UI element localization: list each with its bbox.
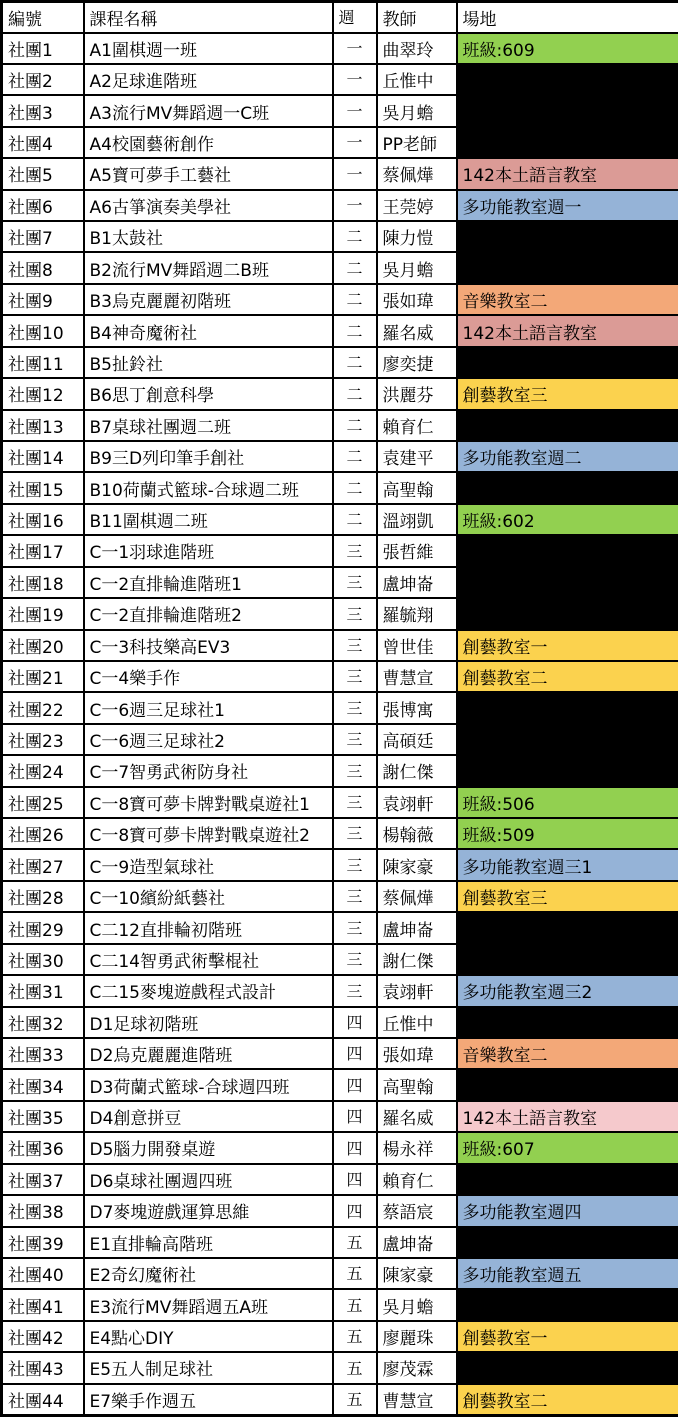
weekday-cell: 三: [333, 818, 377, 849]
course-name-cell: C一6週三足球社1: [84, 692, 333, 723]
header-venue: 場地: [457, 2, 678, 33]
course-name-cell: C一10繽紛紙藝社: [84, 881, 333, 912]
weekday-cell: 二: [333, 347, 377, 378]
club-id-cell: 社團4: [2, 127, 84, 158]
weekday-cell: 四: [333, 1038, 377, 1069]
table-row: [2, 912, 678, 943]
club-id-cell: 社團14: [2, 441, 84, 472]
course-name-cell: C一6週三足球社2: [84, 724, 333, 755]
venue-cell: [457, 944, 678, 975]
club-id-cell: 社團16: [2, 504, 84, 535]
weekday-cell: 三: [333, 787, 377, 818]
table-row: [2, 95, 678, 126]
club-id-cell: 社團1: [2, 33, 84, 64]
venue-cell: [457, 95, 678, 126]
course-name-cell: C一2直排輪進階班2: [84, 598, 333, 629]
venue-cell: 班級:609: [457, 33, 678, 64]
venue-cell: [457, 252, 678, 283]
course-name-cell: D7麥塊遊戲運算思維: [84, 1195, 333, 1226]
teacher-cell: 陳家豪: [377, 849, 457, 880]
table-row: [2, 378, 678, 409]
club-id-cell: 社團13: [2, 410, 84, 441]
venue-cell: 多功能教室週一: [457, 190, 678, 221]
teacher-cell: 廖麗珠: [377, 1321, 457, 1352]
teacher-cell: 張如瑋: [377, 284, 457, 315]
header-row: [2, 2, 678, 33]
club-id-cell: 社團25: [2, 787, 84, 818]
club-id-cell: 社團3: [2, 95, 84, 126]
weekday-cell: 三: [333, 849, 377, 880]
venue-cell: [457, 1164, 678, 1195]
weekday-cell: 四: [333, 1132, 377, 1163]
course-name-cell: C一3科技樂高EV3: [84, 630, 333, 661]
table-row: [2, 567, 678, 598]
venue-cell: 142本土語言教室: [457, 158, 678, 189]
table-row: [2, 315, 678, 346]
venue-cell: [457, 567, 678, 598]
teacher-cell: 陳力愷: [377, 221, 457, 252]
teacher-cell: 洪麗芬: [377, 378, 457, 409]
venue-cell: 創藝教室二: [457, 661, 678, 692]
course-name-cell: D3荷蘭式籃球-合球週四班: [84, 1069, 333, 1100]
teacher-cell: 吳月蟾: [377, 95, 457, 126]
table-row: [2, 221, 678, 252]
course-name-cell: C一4樂手作: [84, 661, 333, 692]
teacher-cell: 盧坤崙: [377, 1227, 457, 1258]
club-id-cell: 社團27: [2, 849, 84, 880]
weekday-cell: 二: [333, 315, 377, 346]
teacher-cell: 高碩廷: [377, 724, 457, 755]
venue-cell: 創藝教室一: [457, 630, 678, 661]
table-row: [2, 1258, 678, 1289]
course-name-cell: C一8寶可夢卡牌對戰桌遊社1: [84, 787, 333, 818]
course-name-cell: B6思丁創意科學: [84, 378, 333, 409]
teacher-cell: 盧坤崙: [377, 567, 457, 598]
weekday-cell: 三: [333, 944, 377, 975]
venue-cell: [457, 692, 678, 723]
weekday-cell: 三: [333, 912, 377, 943]
weekday-cell: 一: [333, 190, 377, 221]
club-id-cell: 社團42: [2, 1321, 84, 1352]
weekday-cell: 二: [333, 441, 377, 472]
table-row: [2, 441, 678, 472]
venue-cell: [457, 347, 678, 378]
table-row: [2, 1164, 678, 1195]
course-name-cell: E4點心DIY: [84, 1321, 333, 1352]
teacher-cell: 張哲維: [377, 535, 457, 566]
venue-cell: 創藝教室三: [457, 378, 678, 409]
teacher-cell: 楊翰薇: [377, 818, 457, 849]
club-id-cell: 社團8: [2, 252, 84, 283]
course-name-cell: B3烏克麗麗初階班: [84, 284, 333, 315]
teacher-cell: 羅毓翔: [377, 598, 457, 629]
teacher-cell: 吳月蟾: [377, 1289, 457, 1320]
weekday-cell: 三: [333, 975, 377, 1006]
venue-cell: [457, 755, 678, 786]
weekday-cell: 二: [333, 284, 377, 315]
table-row: [2, 1007, 678, 1038]
weekday-cell: 一: [333, 33, 377, 64]
teacher-cell: 廖奕捷: [377, 347, 457, 378]
teacher-cell: 廖茂霖: [377, 1352, 457, 1383]
weekday-cell: 三: [333, 692, 377, 723]
teacher-cell: 陳家豪: [377, 1258, 457, 1289]
table-row: [2, 818, 678, 849]
course-name-cell: B9三D列印筆手創社: [84, 441, 333, 472]
teacher-cell: 溫翊凱: [377, 504, 457, 535]
teacher-cell: 高聖翰: [377, 472, 457, 503]
club-id-cell: 社團28: [2, 881, 84, 912]
weekday-cell: 五: [333, 1258, 377, 1289]
club-id-cell: 社團44: [2, 1384, 84, 1416]
teacher-cell: 蔡語宸: [377, 1195, 457, 1226]
venue-cell: [457, 410, 678, 441]
venue-cell: [457, 1227, 678, 1258]
club-id-cell: 社團34: [2, 1069, 84, 1100]
table-row: [2, 1384, 678, 1416]
table-row: [2, 1069, 678, 1100]
header-teacher: 教師: [377, 2, 457, 33]
table-row: [2, 849, 678, 880]
course-name-cell: A1圍棋週一班: [84, 33, 333, 64]
venue-cell: 音樂教室二: [457, 1038, 678, 1069]
table-row: [2, 1132, 678, 1163]
table-row: [2, 787, 678, 818]
weekday-cell: 三: [333, 598, 377, 629]
club-id-cell: 社團38: [2, 1195, 84, 1226]
course-name-cell: C一8寶可夢卡牌對戰桌遊社2: [84, 818, 333, 849]
course-name-cell: B4神奇魔術社: [84, 315, 333, 346]
course-name-cell: B7桌球社團週二班: [84, 410, 333, 441]
club-id-cell: 社團11: [2, 347, 84, 378]
table-row: [2, 504, 678, 535]
venue-cell: 創藝教室一: [457, 1321, 678, 1352]
venue-cell: [457, 724, 678, 755]
course-name-cell: E3流行MV舞蹈週五A班: [84, 1289, 333, 1320]
weekday-cell: 三: [333, 630, 377, 661]
teacher-cell: 吳月蟾: [377, 252, 457, 283]
venue-cell: [457, 1289, 678, 1320]
club-id-cell: 社團6: [2, 190, 84, 221]
club-id-cell: 社團31: [2, 975, 84, 1006]
course-name-cell: D1足球初階班: [84, 1007, 333, 1038]
weekday-cell: 五: [333, 1384, 377, 1416]
club-id-cell: 社團23: [2, 724, 84, 755]
club-id-cell: 社團19: [2, 598, 84, 629]
teacher-cell: 蔡佩燁: [377, 158, 457, 189]
weekday-cell: 三: [333, 567, 377, 598]
course-name-cell: B11圍棋週二班: [84, 504, 333, 535]
club-id-cell: 社團5: [2, 158, 84, 189]
course-name-cell: D4創意拼豆: [84, 1101, 333, 1132]
course-name-cell: E1直排輪高階班: [84, 1227, 333, 1258]
venue-cell: [457, 1007, 678, 1038]
table-row: [2, 630, 678, 661]
venue-cell: [457, 535, 678, 566]
teacher-cell: 謝仁傑: [377, 755, 457, 786]
course-name-cell: E7樂手作週五: [84, 1384, 333, 1416]
weekday-cell: 一: [333, 64, 377, 95]
course-name-cell: E2奇幻魔術社: [84, 1258, 333, 1289]
weekday-cell: 五: [333, 1227, 377, 1258]
table-row: [2, 755, 678, 786]
course-name-cell: D6桌球社團週四班: [84, 1164, 333, 1195]
teacher-cell: 高聖翰: [377, 1069, 457, 1100]
course-name-cell: D2烏克麗麗進階班: [84, 1038, 333, 1069]
teacher-cell: 曾世佳: [377, 630, 457, 661]
club-id-cell: 社團29: [2, 912, 84, 943]
club-id-cell: 社團30: [2, 944, 84, 975]
teacher-cell: 謝仁傑: [377, 944, 457, 975]
venue-cell: 多功能教室週三1: [457, 849, 678, 880]
teacher-cell: 楊永祥: [377, 1132, 457, 1163]
venue-cell: 142本土語言教室: [457, 1101, 678, 1132]
table-row: [2, 1101, 678, 1132]
course-name-cell: A5寶可夢手工藝社: [84, 158, 333, 189]
course-name-cell: B1太鼓社: [84, 221, 333, 252]
table-row: [2, 1352, 678, 1383]
table-row: [2, 1038, 678, 1069]
teacher-cell: 羅名威: [377, 1101, 457, 1132]
teacher-cell: 賴育仁: [377, 410, 457, 441]
club-id-cell: 社團40: [2, 1258, 84, 1289]
teacher-cell: 曲翠玲: [377, 33, 457, 64]
teacher-cell: 張博寓: [377, 692, 457, 723]
venue-cell: [457, 912, 678, 943]
venue-cell: 音樂教室二: [457, 284, 678, 315]
teacher-cell: 袁翊軒: [377, 975, 457, 1006]
teacher-cell: 王莞婷: [377, 190, 457, 221]
venue-cell: 創藝教室三: [457, 881, 678, 912]
table-row: [2, 1289, 678, 1320]
club-id-cell: 社團21: [2, 661, 84, 692]
venue-cell: [457, 64, 678, 95]
table-row: [2, 347, 678, 378]
teacher-cell: 丘惟中: [377, 1007, 457, 1038]
weekday-cell: 三: [333, 755, 377, 786]
club-id-cell: 社團37: [2, 1164, 84, 1195]
table-row: [2, 127, 678, 158]
table-row: [2, 190, 678, 221]
weekday-cell: 三: [333, 881, 377, 912]
table-row: [2, 661, 678, 692]
club-id-cell: 社團39: [2, 1227, 84, 1258]
table-row: [2, 284, 678, 315]
club-id-cell: 社團7: [2, 221, 84, 252]
venue-cell: [457, 1069, 678, 1100]
course-name-cell: C二14智勇武術擊棍社: [84, 944, 333, 975]
club-id-cell: 社團33: [2, 1038, 84, 1069]
table-row: [2, 975, 678, 1006]
weekday-cell: 四: [333, 1101, 377, 1132]
table-row: [2, 598, 678, 629]
course-name-cell: A4校園藝術創作: [84, 127, 333, 158]
course-name-cell: B2流行MV舞蹈週二B班: [84, 252, 333, 283]
club-id-cell: 社團9: [2, 284, 84, 315]
teacher-cell: 張如瑋: [377, 1038, 457, 1069]
course-name-cell: C二15麥塊遊戲程式設計: [84, 975, 333, 1006]
venue-cell: 多功能教室週五: [457, 1258, 678, 1289]
venue-cell: [457, 221, 678, 252]
club-id-cell: 社團43: [2, 1352, 84, 1383]
table-row: [2, 64, 678, 95]
table-row: [2, 410, 678, 441]
table-row: [2, 1321, 678, 1352]
club-id-cell: 社團2: [2, 64, 84, 95]
venue-cell: [457, 127, 678, 158]
table-row: [2, 1227, 678, 1258]
weekday-cell: 一: [333, 95, 377, 126]
weekday-cell: 三: [333, 724, 377, 755]
weekday-cell: 四: [333, 1069, 377, 1100]
teacher-cell: 丘惟中: [377, 64, 457, 95]
weekday-cell: 五: [333, 1352, 377, 1383]
weekday-cell: 一: [333, 127, 377, 158]
venue-cell: 班級:506: [457, 787, 678, 818]
venue-cell: 班級:607: [457, 1132, 678, 1163]
venue-cell: [457, 598, 678, 629]
teacher-cell: 蔡佩燁: [377, 881, 457, 912]
weekday-cell: 四: [333, 1195, 377, 1226]
weekday-cell: 三: [333, 535, 377, 566]
table-row: [2, 1195, 678, 1226]
teacher-cell: 袁翊軒: [377, 787, 457, 818]
venue-cell: 多功能教室週三2: [457, 975, 678, 1006]
table-row: [2, 33, 678, 64]
weekday-cell: 一: [333, 158, 377, 189]
club-id-cell: 社團35: [2, 1101, 84, 1132]
teacher-cell: 袁建平: [377, 441, 457, 472]
weekday-cell: 二: [333, 504, 377, 535]
table-row: [2, 252, 678, 283]
table-row: [2, 692, 678, 723]
venue-cell: [457, 472, 678, 503]
course-name-cell: B10荷蘭式籃球-合球週二班: [84, 472, 333, 503]
header-weekday: 週: [333, 2, 377, 33]
weekday-cell: 二: [333, 472, 377, 503]
venue-cell: 班級:602: [457, 504, 678, 535]
teacher-cell: 曹慧宣: [377, 661, 457, 692]
weekday-cell: 五: [333, 1321, 377, 1352]
weekday-cell: 二: [333, 221, 377, 252]
club-id-cell: 社團24: [2, 755, 84, 786]
club-id-cell: 社團15: [2, 472, 84, 503]
table-row: [2, 535, 678, 566]
venue-cell: 多功能教室週四: [457, 1195, 678, 1226]
weekday-cell: 四: [333, 1164, 377, 1195]
teacher-cell: 賴育仁: [377, 1164, 457, 1195]
course-name-cell: E5五人制足球社: [84, 1352, 333, 1383]
table-row: [2, 724, 678, 755]
course-name-cell: C一1羽球進階班: [84, 535, 333, 566]
club-id-cell: 社團20: [2, 630, 84, 661]
course-name-cell: C一9造型氣球社: [84, 849, 333, 880]
course-name-cell: D5腦力開發桌遊: [84, 1132, 333, 1163]
course-name-cell: C二12直排輪初階班: [84, 912, 333, 943]
table-row: [2, 472, 678, 503]
venue-cell: [457, 1352, 678, 1383]
course-name-cell: C一2直排輪進階班1: [84, 567, 333, 598]
club-id-cell: 社團17: [2, 535, 84, 566]
club-id-cell: 社團12: [2, 378, 84, 409]
club-id-cell: 社團26: [2, 818, 84, 849]
course-name-cell: A2足球進階班: [84, 64, 333, 95]
teacher-cell: 曹慧宣: [377, 1384, 457, 1416]
club-id-cell: 社團36: [2, 1132, 84, 1163]
club-id-cell: 社團10: [2, 315, 84, 346]
table-row: [2, 158, 678, 189]
teacher-cell: 盧坤崙: [377, 912, 457, 943]
club-id-cell: 社團22: [2, 692, 84, 723]
club-id-cell: 社團41: [2, 1289, 84, 1320]
weekday-cell: 二: [333, 252, 377, 283]
weekday-cell: 二: [333, 378, 377, 409]
venue-cell: 多功能教室週二: [457, 441, 678, 472]
header-course-name: 課程名稱: [84, 2, 333, 33]
header-club-id: 編號: [2, 2, 84, 33]
table-row: [2, 944, 678, 975]
venue-cell: 142本土語言教室: [457, 315, 678, 346]
course-name-cell: C一7智勇武術防身社: [84, 755, 333, 786]
course-name-cell: B5扯鈴社: [84, 347, 333, 378]
venue-cell: 創藝教室二: [457, 1384, 678, 1416]
teacher-cell: 羅名威: [377, 315, 457, 346]
venue-cell: 班級:509: [457, 818, 678, 849]
teacher-cell: PP老師: [377, 127, 457, 158]
course-name-cell: A3流行MV舞蹈週一C班: [84, 95, 333, 126]
club-id-cell: 社團32: [2, 1007, 84, 1038]
table-row: [2, 881, 678, 912]
weekday-cell: 三: [333, 661, 377, 692]
club-id-cell: 社團18: [2, 567, 84, 598]
course-name-cell: A6古箏演奏美學社: [84, 190, 333, 221]
weekday-cell: 二: [333, 410, 377, 441]
weekday-cell: 四: [333, 1007, 377, 1038]
weekday-cell: 五: [333, 1289, 377, 1320]
